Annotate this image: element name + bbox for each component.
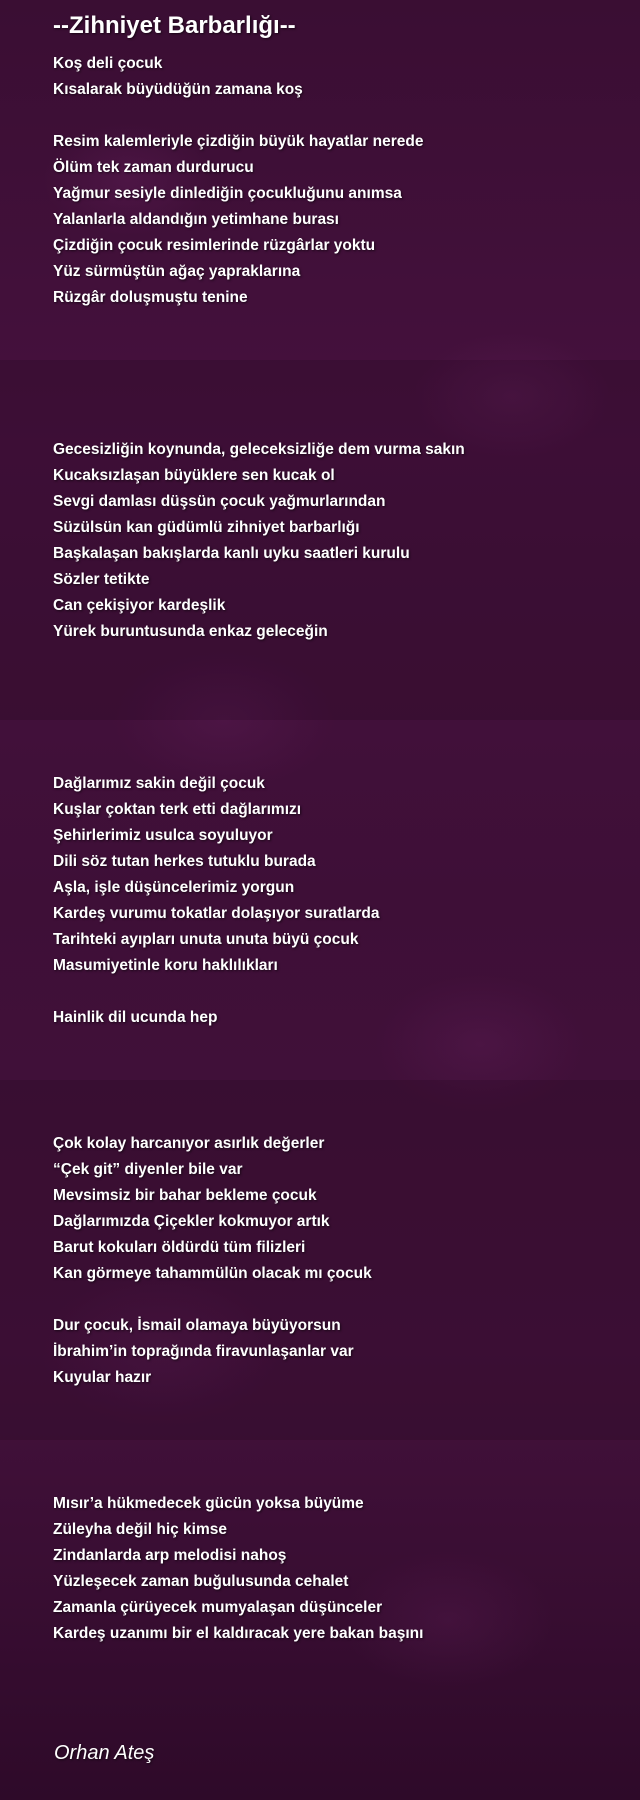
stanza-7 (53, 1313, 354, 1391)
poem-line: Dili söz tutan herkes tutuklu burada (53, 853, 316, 870)
poem-line: Kuşlar çoktan terk etti dağlarımızı (53, 801, 302, 818)
poem-line: Yürek buruntusunda enkaz geleceğin (53, 623, 328, 640)
poem-line: Başkalaşan bakışlarda kanlı uyku saatleri kurulu (53, 545, 410, 562)
stanza-3 (53, 437, 465, 645)
poem-line: Can çekişiyor kardeşlik (53, 597, 226, 614)
stanza-1 (53, 51, 303, 103)
poem-line: “Çek git” diyenler bile var (53, 1161, 243, 1178)
poem-line: Mısır’a hükmedecek gücün yoksa büyüme (53, 1495, 364, 1512)
stanza-2 (53, 129, 423, 311)
poem-line: Kardeş vurumu tokatlar dolaşıyor suratlarda (53, 905, 380, 922)
poem-line: Süzülsün kan güdümlü zihniyet barbarlığı (53, 519, 360, 536)
poem-line: Yağmur sesiyle dinlediğin çocukluğunu anımsa (53, 185, 402, 202)
poem-line: Aşla, işle düşüncelerimiz yorgun (53, 879, 295, 896)
poem-line: Çok kolay harcanıyor asırlık değerler (53, 1135, 325, 1152)
poem-line: Koş deli çocuk (53, 55, 163, 72)
poem-line: Gecesizliğin koynunda, geleceksizliğe dem vurma sakın (53, 441, 465, 458)
poem-author: Orhan Ateş (54, 1742, 155, 1764)
stanza-5 (53, 1005, 218, 1031)
stanza-4 (53, 771, 379, 979)
poem-line: Yüzleşecek zaman buğulusunda cehalet (53, 1573, 349, 1590)
stanza-6 (53, 1131, 372, 1287)
poem-line: Dağlarımız sakin değil çocuk (53, 775, 265, 792)
poem-line: Dağlarımızda Çiçekler kokmuyor artık (53, 1213, 330, 1230)
poem-line: Tarihteki ayıpları unuta unuta büyü çocuk (53, 931, 359, 948)
poem-line: Barut kokuları öldürdü tüm filizleri (53, 1239, 306, 1256)
poem-line: Kan görmeye tahammülün olacak mı çocuk (53, 1265, 372, 1282)
poem-line: Masumiyetinle koru haklılıkları (53, 957, 278, 974)
poem-line: Zindanlarda arp melodisi nahoş (53, 1547, 287, 1564)
poem-line: Ölüm tek zaman durdurucu (53, 159, 254, 176)
poem-line: İbrahim’in toprağında firavunlaşanlar var (53, 1343, 354, 1360)
poem-line: Züleyha değil hiç kimse (53, 1521, 228, 1538)
poem-line: Mevsimsiz bir bahar bekleme çocuk (53, 1187, 317, 1204)
poem-line: Dur çocuk, İsmail olamaya büyüyorsun (53, 1317, 341, 1334)
poem-line: Yüz sürmüştün ağaç yapraklarına (53, 263, 301, 280)
poem-line: Yalanlarla aldandığın yetimhane burası (53, 211, 339, 228)
poem-line: Kucaksızlaşan büyüklere sen kucak ol (53, 467, 335, 484)
poem-line: Şehirlerimiz usulca soyuluyor (53, 827, 273, 844)
poem-line: Kısalarak büyüdüğün zamana koş (53, 81, 303, 98)
poem-line: Sevgi damlası düşsün çocuk yağmurlarından (53, 493, 386, 510)
poem-line: Rüzgâr doluşmuştu tenine (53, 289, 248, 306)
poem-line: Kuyular hazır (53, 1369, 152, 1386)
poem-line: Zamanla çürüyecek mumyalaşan düşünceler (53, 1599, 383, 1616)
poem-line: Kardeş uzanımı bir el kaldıracak yere bakan başını (53, 1625, 424, 1642)
poem-title: --Zihniyet Barbarlığı-- (53, 12, 296, 39)
poem-line: Sözler tetikte (53, 571, 150, 588)
poem-line: Resim kalemleriyle çizdiğin büyük hayatlar nerede (53, 133, 424, 150)
poem-line: Çizdiğin çocuk resimlerinde rüzgârlar yoktu (53, 237, 376, 254)
stanza-8 (53, 1491, 423, 1647)
poem-line: Hainlik dil ucunda hep (53, 1009, 218, 1026)
